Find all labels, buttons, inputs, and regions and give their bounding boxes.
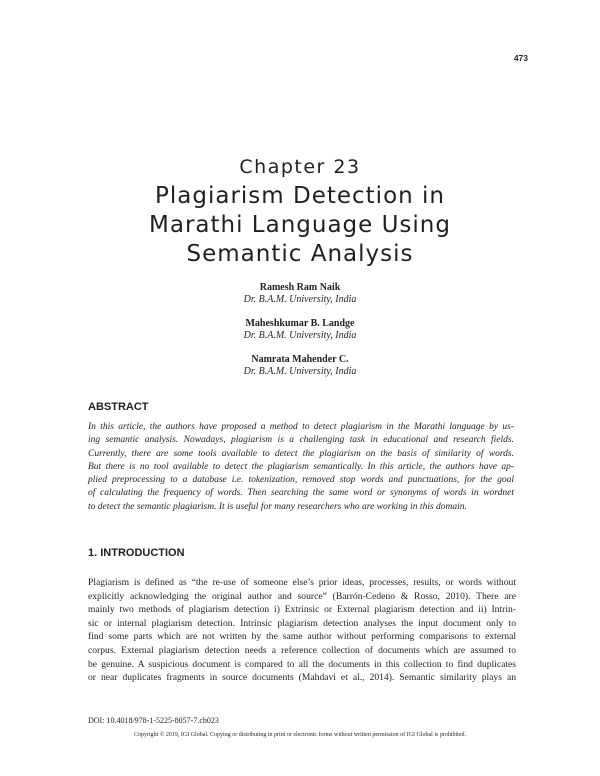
introduction-line: Plagiarism is defined as “the re-use of someone else’s prior ideas, processes, results, or words without [88, 577, 516, 588]
chapter-title [0, 182, 600, 269]
author-affiliation: Dr. B.A.M. University, India [243, 330, 357, 341]
author-block [0, 282, 600, 306]
introduction-line: or near duplicates fragments in source documents (Mahdavi et al., 2014). Semantic similarity plays an [88, 672, 516, 684]
author-block [0, 354, 600, 378]
introduction-text [88, 576, 516, 685]
title-line: Semantic Analysis [186, 241, 414, 267]
title-line: Plagiarism Detection in [155, 183, 445, 209]
abstract-line: In this article, the authors have proposed a method to detect plagiarism in the Marathi language by us- [88, 422, 514, 432]
introduction-line: corpus. External plagiarism detection needs a reference collection of documents which are assumed to [88, 644, 516, 656]
introduction-line: sic or internal plagiarism detection. Intrinsic plagiarism detection analyses the input document only to [88, 617, 516, 629]
abstract-line: ing semantic analysis. Nowadays, plagiarism is a challenging task in educational and research fields. [88, 435, 514, 446]
doi-line: DOI: 10.4018/978-1-5225-8057-7.ch023 [88, 716, 219, 725]
abstract-line: of calculating the frequency of words. Then searching the same word or synonyms of words in wordnet [88, 488, 514, 499]
introduction-line: explicitly acknowledging the original author and source” (Barrón-Cedeno & Rosso, 2010). There are [88, 590, 516, 602]
abstract-line: Currently, there are some tools available to detect the plagiarism on the basis of similarity of words. [88, 448, 514, 459]
abstract-line: to detect the semantic plagiarism. It is useful for many researchers who are working in this domain. [88, 501, 467, 512]
introduction-line: find some parts which are not written by the same author without performing comparisons to external [88, 631, 516, 643]
abstract-line: plied preprocessing to a database i.e. tokenization, removed stop words and punctuations, for the goal [88, 475, 514, 486]
author-name: Ramesh Ram Naik [259, 282, 341, 293]
introduction-line: be genuine. A suspicious document is compared to all the documents in this collection to find duplicates [88, 658, 516, 670]
abstract-text [88, 421, 514, 514]
author-affiliation: Dr. B.A.M. University, India [243, 294, 357, 305]
page-number: 473 [513, 53, 528, 63]
author-name: Namrata Mahender C. [251, 354, 349, 365]
author-affiliation: Dr. B.A.M. University, India [243, 366, 357, 377]
copyright-notice: Copyright © 2019, IGI Global. Copying or distributing in print or electronic forms without written permission of IGI Global is prohibited. [133, 732, 466, 738]
author-list [0, 282, 600, 390]
abstract-heading: ABSTRACT [88, 401, 149, 413]
abstract-line: But there is no tool available to detect the plagiarism semantically. In this article, the authors have ap- [88, 461, 514, 472]
title-line: Marathi Language Using [149, 212, 451, 238]
author-name: Maheshkumar B. Landge [245, 318, 355, 329]
introduction-line: mainly two methods of plagiarism detection i) Extrinsic or External plagiarism detection and ii) Intrin- [88, 604, 516, 616]
chapter-label: Chapter 23 [239, 156, 361, 178]
author-block [0, 318, 600, 342]
introduction-heading: 1. INTRODUCTION [88, 547, 185, 559]
